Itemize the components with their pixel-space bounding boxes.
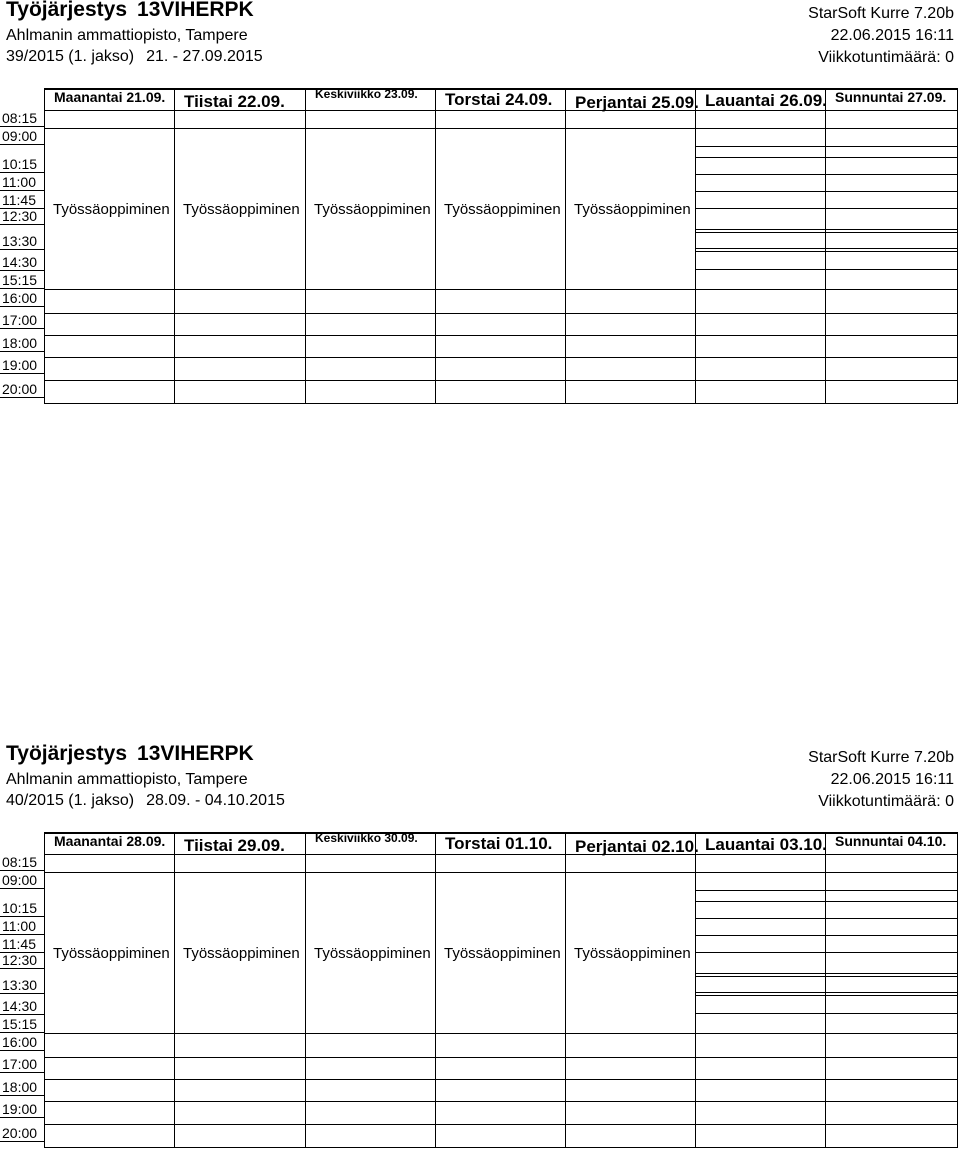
- weekend-row-divider: [695, 973, 957, 974]
- time-tick: [0, 126, 44, 127]
- event-label: Työssäoppiminen: [574, 201, 691, 218]
- time-label: 13:30: [2, 233, 38, 249]
- time-label: 18:00: [2, 1079, 38, 1095]
- time-label: 19:00: [2, 1101, 38, 1117]
- time-label: 10:15: [2, 900, 38, 916]
- time-tick: [0, 968, 44, 969]
- weekly-hours: Viikkotuntimäärä: 0: [818, 49, 954, 66]
- row-divider: [44, 380, 958, 381]
- time-label: 15:15: [2, 272, 38, 288]
- row-divider: [44, 1079, 958, 1080]
- weekend-row-divider: [695, 952, 957, 953]
- event-label: Työssäoppiminen: [53, 201, 170, 218]
- time-label: 15:15: [2, 1016, 38, 1032]
- weekend-row-divider: [695, 174, 957, 175]
- time-tick: [0, 1014, 44, 1015]
- time-label: 09:00: [2, 128, 38, 144]
- weekly-hours: Viikkotuntimäärä: 0: [818, 793, 954, 810]
- time-tick: [0, 144, 44, 145]
- row-divider: [44, 1124, 958, 1125]
- title-prefix: Työjärjestys: [6, 742, 128, 765]
- row-divider: [44, 1147, 958, 1148]
- time-tick: [0, 288, 44, 289]
- organization: Ahlmanin ammattiopisto, Tampere: [6, 771, 248, 788]
- time-label: 16:00: [2, 1034, 38, 1050]
- row-divider: [44, 335, 958, 336]
- software-version: StarSoft Kurre 7.20b: [808, 5, 954, 22]
- group-code: 13VIHERPK: [137, 742, 254, 765]
- time-label: 12:30: [2, 208, 38, 224]
- day-header: Sunnuntai 27.09.: [835, 89, 947, 105]
- date-range: 21. - 27.09.2015: [146, 48, 263, 65]
- time-label: 13:30: [2, 977, 38, 993]
- time-tick: [0, 172, 44, 173]
- time-label: 17:00: [2, 312, 38, 328]
- weekend-row-divider: [695, 289, 957, 290]
- time-label: 11:00: [2, 174, 36, 190]
- time-label: 08:15: [2, 110, 38, 126]
- title-prefix: Työjärjestys: [6, 0, 128, 21]
- time-tick: [0, 1032, 44, 1033]
- time-tick: [0, 888, 44, 889]
- schedule-grid: [0, 744, 960, 1164]
- time-label: 20:00: [2, 381, 38, 397]
- day-header: Keskiviikko 23.09.: [315, 87, 418, 101]
- weekend-row-divider: [695, 208, 957, 209]
- time-tick: [0, 916, 44, 917]
- time-tick: [0, 306, 44, 307]
- time-tick: [0, 1095, 44, 1096]
- time-label: 19:00: [2, 357, 38, 373]
- time-tick: [0, 397, 44, 398]
- time-tick: [0, 373, 44, 374]
- time-tick: [0, 224, 44, 225]
- timetable-week-40: [0, 744, 960, 1164]
- period: 40/2015 (1. jakso): [6, 792, 135, 809]
- row-divider: [44, 313, 958, 314]
- period: 39/2015 (1. jakso): [6, 48, 135, 65]
- time-label: 08:15: [2, 854, 38, 870]
- timetable-week-39: [0, 0, 960, 420]
- day-header: Lauantai 26.09.: [705, 91, 827, 110]
- event-label: Työssäoppiminen: [183, 201, 300, 218]
- time-label: 17:00: [2, 1056, 38, 1072]
- row-divider: [44, 1101, 958, 1102]
- event-label: Työssäoppiminen: [314, 201, 431, 218]
- time-tick: [0, 1072, 44, 1073]
- time-label: 14:30: [2, 998, 38, 1014]
- time-tick: [0, 870, 44, 871]
- printed-timestamp: 22.06.2015 16:11: [830, 27, 954, 44]
- row-divider: [44, 403, 958, 404]
- time-tick: [0, 934, 44, 935]
- printed-timestamp: 22.06.2015 16:11: [830, 771, 954, 788]
- event-label: Työssäoppiminen: [314, 945, 431, 962]
- software-version: StarSoft Kurre 7.20b: [808, 749, 954, 766]
- weekend-row-divider: [695, 890, 957, 891]
- date-range: 28.09. - 04.10.2015: [146, 792, 285, 809]
- time-tick: [0, 270, 44, 271]
- time-label: 11:45: [2, 936, 36, 952]
- time-tick: [0, 249, 44, 250]
- time-tick: [0, 1117, 44, 1118]
- day-header: Perjantai 25.09.: [575, 93, 699, 112]
- day-header: Keskiviikko 30.09.: [315, 831, 418, 845]
- time-label: 12:30: [2, 952, 38, 968]
- weekend-row-divider: [695, 157, 957, 158]
- time-label: 14:30: [2, 254, 38, 270]
- day-header: Sunnuntai 04.10.: [835, 833, 947, 849]
- event-label: Työssäoppiminen: [574, 945, 691, 962]
- event-label: Työssäoppiminen: [53, 945, 170, 962]
- time-tick: [0, 351, 44, 352]
- time-label: 16:00: [2, 290, 38, 306]
- day-header: Torstai 01.10.: [445, 834, 553, 853]
- row-divider: [44, 872, 958, 873]
- time-tick: [0, 190, 44, 191]
- weekend-row-divider: [695, 251, 957, 252]
- weekend-row-divider: [695, 935, 957, 936]
- event-label: Työssäoppiminen: [183, 945, 300, 962]
- weekend-row-divider: [695, 1013, 957, 1014]
- day-header: Tiistai 22.09.: [184, 92, 285, 111]
- weekend-row-divider: [695, 992, 957, 993]
- event-label: Työssäoppiminen: [444, 201, 561, 218]
- time-label: 11:45: [2, 192, 36, 208]
- schedule-grid: [0, 0, 960, 420]
- day-header: Lauantai 03.10.: [705, 835, 827, 854]
- time-tick: [0, 1050, 44, 1051]
- weekend-row-divider: [695, 976, 957, 977]
- day-header: Torstai 24.09.: [445, 90, 553, 109]
- time-label: 20:00: [2, 1125, 38, 1141]
- time-label: 09:00: [2, 872, 38, 888]
- weekend-row-divider: [695, 146, 957, 147]
- weekend-row-divider: [695, 229, 957, 230]
- time-label: 10:15: [2, 156, 38, 172]
- weekend-row-divider: [695, 918, 957, 919]
- weekend-row-divider: [695, 248, 957, 249]
- organization: Ahlmanin ammattiopisto, Tampere: [6, 27, 248, 44]
- time-tick: [0, 328, 44, 329]
- row-divider: [44, 1057, 958, 1058]
- weekend-row-divider: [695, 232, 957, 233]
- weekend-row-divider: [695, 191, 957, 192]
- row-divider: [44, 128, 958, 129]
- time-label: 11:00: [2, 918, 36, 934]
- time-tick: [0, 993, 44, 994]
- day-header: Maanantai 28.09.: [54, 833, 166, 849]
- time-label: 18:00: [2, 335, 38, 351]
- weekend-row-divider: [695, 1033, 957, 1034]
- weekend-row-divider: [695, 269, 957, 270]
- group-code: 13VIHERPK: [137, 0, 254, 21]
- time-tick: [0, 1141, 44, 1142]
- weekend-row-divider: [695, 995, 957, 996]
- day-header: Tiistai 29.09.: [184, 836, 285, 855]
- row-divider: [44, 357, 958, 358]
- day-header: Perjantai 02.10.: [575, 837, 699, 856]
- weekend-row-divider: [695, 901, 957, 902]
- day-header: Maanantai 21.09.: [54, 89, 166, 105]
- event-label: Työssäoppiminen: [444, 945, 561, 962]
